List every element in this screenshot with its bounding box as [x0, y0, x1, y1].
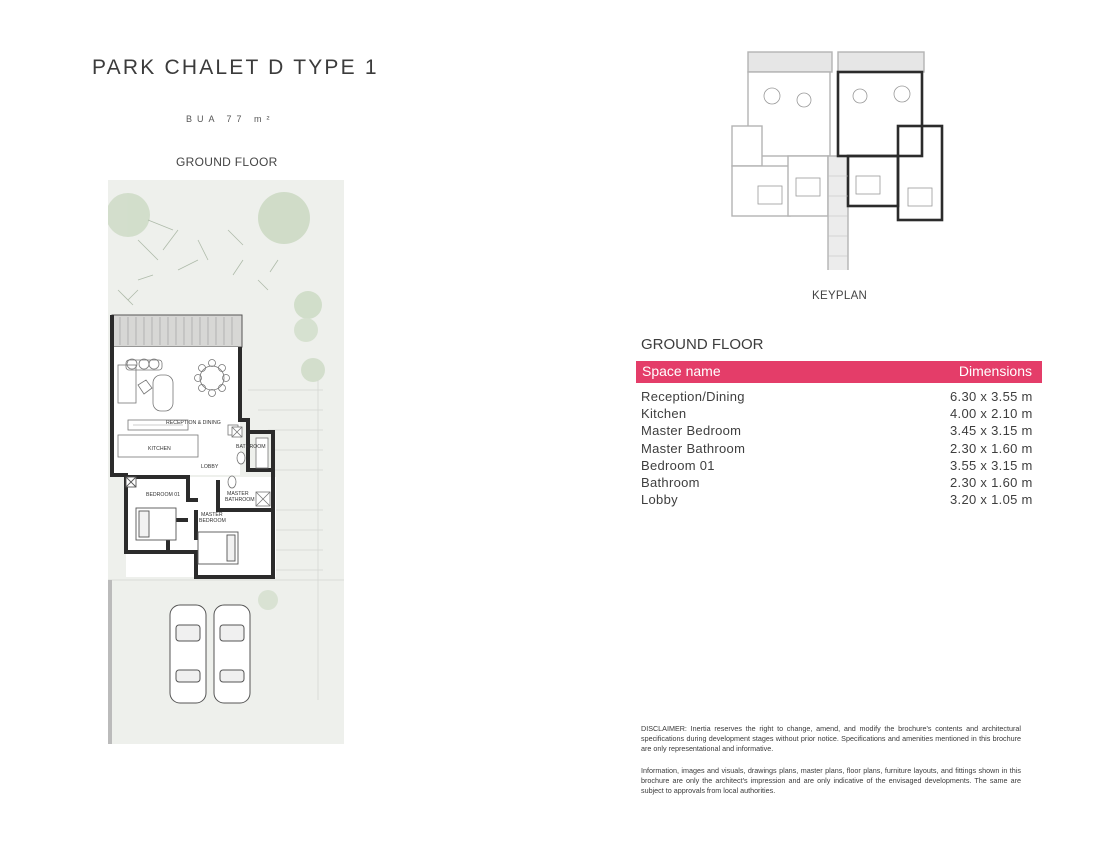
dimensions-table [641, 389, 1041, 509]
table-row [641, 441, 1041, 458]
space-dimensions: 3.55 x 3.15 m [950, 457, 1033, 473]
space-name: Lobby [641, 492, 678, 508]
page-title: PARK CHALET D TYPE 1 [92, 56, 379, 79]
space-dimensions: 4.00 x 2.10 m [950, 406, 1033, 422]
space-dimensions: 2.30 x 1.60 m [950, 440, 1033, 456]
space-name: Master Bedroom [641, 423, 742, 439]
table-row [641, 389, 1041, 406]
space-dimensions: 2.30 x 1.60 m [950, 474, 1033, 490]
disclaimer [641, 724, 1021, 808]
ground-floor-plan [108, 180, 344, 744]
room-label-master-bathroom-2: BATHROOM [225, 497, 255, 503]
room-label-master-bedroom-2: BEDROOM [199, 518, 226, 524]
bua-label: BUA 77 m² [186, 114, 275, 124]
room-label-lobby: LOBBY [201, 464, 219, 470]
column-header-dimensions: Dimensions [958, 363, 1032, 379]
disclaimer-paragraph-2: Information, images and visuals, drawings plans, master plans, floor plans, furniture layouts, and fittings shown in this brochure are only the architect's impression and are only indicative of the envisaged developments. The same are subject to approvals from local authorities. [641, 766, 1021, 795]
table-header [636, 361, 1042, 383]
room-label-bathroom: BATHROOM [236, 444, 266, 450]
room-label-bedroom01: BEDROOM 01 [146, 492, 181, 498]
table-row [641, 423, 1041, 440]
room-label-kitchen: KITCHEN [148, 446, 171, 452]
space-name: Bedroom 01 [641, 457, 715, 473]
space-name: Reception/Dining [641, 389, 745, 404]
table-row [641, 492, 1041, 509]
table-row [641, 475, 1041, 492]
space-name: Kitchen [641, 406, 687, 422]
space-name: Bathroom [641, 474, 700, 490]
space-dimensions: 3.20 x 1.05 m [950, 492, 1033, 508]
keyplan-label: KEYPLAN [812, 290, 868, 302]
space-dimensions: 6.30 x 3.55 m [950, 389, 1033, 404]
table-row [641, 406, 1041, 423]
disclaimer-paragraph-1: DISCLAIMER: Inertia reserves the right to change, amend, and modify the brochure's contents and architectural specifications during development stages without prior notice. Specifications and amenities mentioned in this brochure are only representational and informative. [641, 724, 1021, 753]
room-label-master-bathroom-1: MASTER [227, 491, 249, 497]
room-label-master-bedroom-1: MASTER [201, 512, 223, 518]
space-name: Master Bathroom [641, 440, 746, 456]
column-header-space-name: Space name [642, 363, 721, 379]
table-row [641, 458, 1041, 475]
ground-floor-plan-label: GROUND FLOOR [176, 155, 278, 169]
space-dimensions: 3.45 x 3.15 m [950, 423, 1033, 439]
room-label-reception-dining: RECEPTION & DINING [166, 420, 221, 426]
keyplan-drawing [728, 46, 954, 270]
table-heading: GROUND FLOOR [641, 336, 764, 353]
